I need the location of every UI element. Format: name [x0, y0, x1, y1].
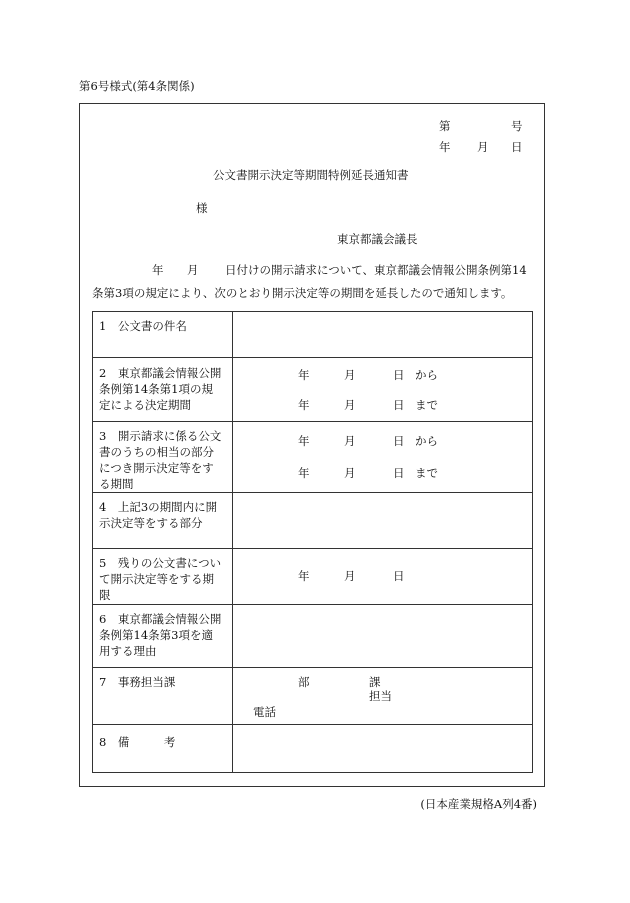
row-label-remaining-deadline: 5 残りの公文書につい て開示決定等をする期 限: [99, 556, 222, 602]
row3-to-month: 月: [344, 466, 356, 480]
row3-from-day: 日: [393, 434, 405, 448]
body-month: 月: [187, 263, 199, 277]
table-row-divider: [92, 357, 533, 358]
number-suffix: 号: [511, 119, 523, 133]
row2-from-month: 月: [344, 368, 356, 382]
table-row-divider: [92, 492, 533, 493]
table-row-divider: [92, 724, 533, 725]
date-day: 日: [511, 140, 523, 154]
row-label-decision-part: 4 上記3の期間内に開 示決定等をする部分: [99, 500, 218, 530]
date-year: 年: [439, 140, 451, 154]
number-prefix: 第: [439, 119, 451, 133]
document-name-field[interactable]: [234, 312, 532, 356]
remarks-field[interactable]: [234, 726, 532, 772]
row3-to-day: 日: [393, 466, 405, 480]
row2-from-kara: から: [415, 368, 438, 382]
row-label-decision-period: 2 東京都議会情報公開 条例第14条第1項の規 定による決定期間: [99, 366, 222, 412]
row5-day: 日: [393, 569, 405, 583]
row3-from-kara: から: [415, 434, 438, 448]
table-row-divider: [92, 421, 533, 422]
office-section: 課: [369, 675, 381, 689]
row2-to-year: 年: [298, 398, 310, 412]
office-department: 部: [298, 675, 310, 689]
row2-from-year: 年: [298, 368, 310, 382]
date-month: 月: [477, 140, 489, 154]
row2-to-day: 日: [393, 398, 405, 412]
office-person: 担当: [369, 689, 392, 703]
sender-name: 東京都議会議長: [337, 232, 418, 246]
body-year: 年: [152, 263, 164, 277]
document-title: 公文書開示決定等期間特例延長通知書: [213, 168, 409, 182]
body-line2-text: 条第3項の規定により、次のとおり開示決定等の期間を延長したので通知します。: [92, 286, 513, 300]
row3-to-year: 年: [298, 466, 310, 480]
form-label: 第6号様式(第4条関係): [79, 79, 195, 93]
body-line1-text: 日付けの開示請求について、東京都議会情報公開条例第14: [225, 263, 527, 277]
row3-from-year: 年: [298, 434, 310, 448]
decision-part-field[interactable]: [234, 494, 532, 547]
table-row-divider: [92, 548, 533, 549]
row5-month: 月: [344, 569, 356, 583]
row-label-partial-period: 3 開示請求に係る公文 書のうちの相当の部分 につき開示決定等をす る期間: [99, 429, 222, 491]
row3-from-month: 月: [344, 434, 356, 448]
table-row-divider: [92, 604, 533, 605]
row-label-document-name: 1 公文書の件名: [99, 319, 187, 333]
addressee-suffix: 様: [196, 201, 208, 215]
row2-to-month: 月: [344, 398, 356, 412]
row5-year: 年: [298, 569, 310, 583]
row-label-reason: 6 東京都議会情報公開 条例第14条第3項を適 用する理由: [99, 612, 222, 658]
table-column-divider: [232, 311, 233, 773]
row-label-remarks: 8 備 考: [99, 735, 176, 749]
reason-field[interactable]: [234, 606, 532, 666]
row-label-office: 7 事務担当課: [99, 675, 176, 689]
office-phone: 電話: [253, 705, 276, 719]
row3-to-made: まで: [415, 466, 438, 480]
table-row-divider: [92, 667, 533, 668]
row2-from-day: 日: [393, 368, 405, 382]
paper-size-note: (日本産業規格A列4番): [420, 797, 537, 811]
row2-to-made: まで: [415, 398, 438, 412]
